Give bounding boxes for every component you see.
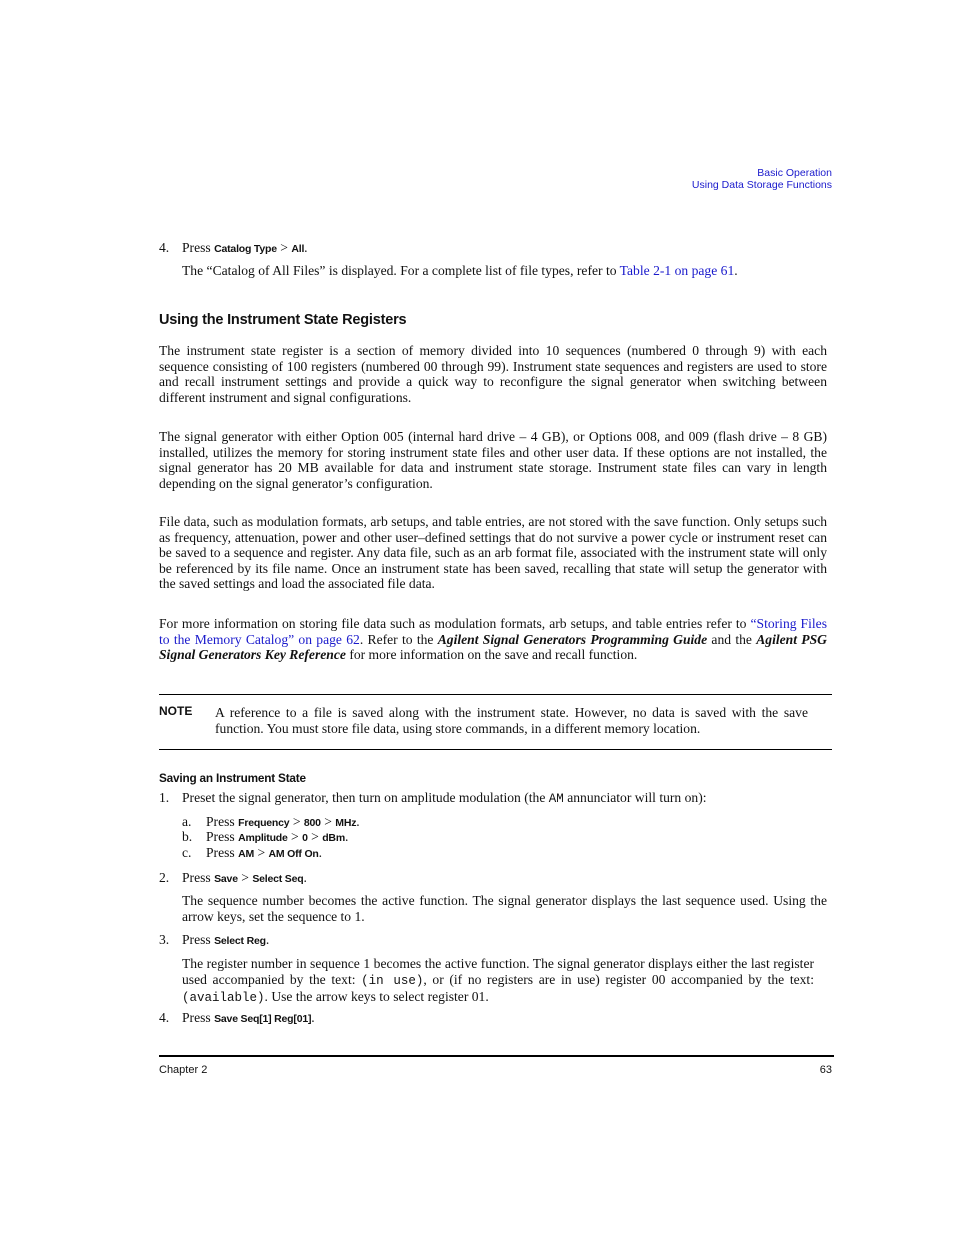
softkey-save: Save bbox=[214, 873, 238, 885]
step-number: 4. bbox=[159, 240, 170, 255]
softkey-frequency: Frequency bbox=[238, 817, 290, 829]
softkey-800: 800 bbox=[303, 817, 321, 829]
softkey-select-seq: Select Seq bbox=[252, 873, 304, 885]
softkey-mhz: MHz bbox=[335, 817, 357, 829]
am-annunciator: AM bbox=[548, 792, 564, 806]
softkey-all: All bbox=[291, 243, 305, 255]
softkey-0: 0 bbox=[302, 832, 308, 844]
page-number: 63 bbox=[819, 1064, 832, 1076]
step-instruction: Preset the signal generator, then turn on amplitude modulation (the AM annunciator will turn on): bbox=[182, 790, 707, 806]
step-description: The register number in sequence 1 becomes the active function. The signal generator displays either the last register used accompanied by the text: (in use), or (if no registers are in use) register 00 accompanied by the text: (available). Use the arrow keys to select register 01. bbox=[182, 956, 814, 1006]
softkey-select-reg: Select Reg bbox=[214, 935, 266, 947]
step-instruction: Press Save Seq[1] Reg[01]. bbox=[182, 1010, 315, 1025]
note-label: NOTE bbox=[159, 704, 193, 718]
softkey-am-off-on: AM Off On bbox=[268, 848, 319, 860]
softkey-amplitude: Amplitude bbox=[238, 832, 288, 844]
step-instruction: Press Save > Select Seq. bbox=[182, 870, 307, 885]
substep-letter: b. bbox=[182, 829, 193, 844]
softkey-dbm: dBm bbox=[322, 832, 345, 844]
substep-letter: c. bbox=[182, 845, 192, 860]
paragraph-file-data: File data, such as modulation formats, arb setups, and table entries, are not stored with the save function. Only setups such as frequency, attenuation, power and other user–defined settings that do not survive a power cycle or instrument reset can be saved to a sequence and register. Any data file, such as an arb format file, associated with the instrument state will only be referenced by its file name. Once an instrument state has been saved, recalling that state will setup the generator with the saved settings and load the associated file data. bbox=[159, 514, 827, 592]
in-use-text: (in use) bbox=[361, 973, 424, 988]
table-reference-link[interactable]: Table 2-1 on page 61 bbox=[619, 263, 735, 278]
paragraph-registers-overview: The instrument state register is a section of memory divided into 10 sequences (numbered 0 through 9) with each sequence consisting of 100 registers (numbered 00 through 99). Instrument state sequences and registers are used to store and recall instrument settings and provide a quick way to reconfigure the signal generator when switching between different instrument and signal configurations. bbox=[159, 343, 827, 405]
substep-instruction: Press Amplitude > 0 > dBm. bbox=[206, 829, 349, 844]
subsection-heading: Saving an Instrument State bbox=[159, 771, 306, 785]
running-header bbox=[692, 167, 832, 191]
note-box bbox=[159, 694, 832, 750]
step-number: 1. bbox=[159, 790, 170, 805]
softkey-catalog-type: Catalog Type bbox=[214, 243, 277, 255]
header-chapter-title[interactable]: Basic Operation bbox=[757, 167, 832, 179]
step-description: The sequence number becomes the active function. The signal generator displays the last sequence used. Using the arrow keys, set the sequence to 1. bbox=[182, 893, 827, 924]
memory-catalog-link[interactable]: “Storing Files to the Memory Catalog” on page 62 bbox=[159, 616, 827, 647]
paragraph-storage-options: The signal generator with either Option 005 (internal hard drive – 4 GB), or Options 008, and 009 (flash drive – 8 GB) installed, utilizes the memory for storing instrument state files and other user data. If these options are not installed, the signal generator has 20 MB available for data and instrument state storage. Instrument state files can vary in length depending on the signal generator’s configuration. bbox=[159, 429, 827, 491]
section-heading: Using the Instrument State Registers bbox=[159, 312, 407, 328]
header-section-title[interactable]: Using Data Storage Functions bbox=[691, 179, 832, 191]
substep-instruction: Press AM > AM Off On. bbox=[206, 845, 323, 860]
step-number: 4. bbox=[159, 1010, 170, 1025]
note-text: A reference to a file is saved along with the instrument state. However, no data is saved with the save function. You must store file data, using store commands, in a different memory location. bbox=[215, 705, 808, 736]
available-text: (available) bbox=[182, 991, 265, 1006]
step-number: 2. bbox=[159, 870, 170, 885]
softkey-am: AM bbox=[238, 848, 255, 860]
programming-guide-title: Agilent Signal Generators Programming Guide bbox=[437, 631, 708, 647]
step-instruction: Press Catalog Type > All. bbox=[182, 240, 308, 255]
softkey-save-seq-reg: Save Seq[1] Reg[01] bbox=[214, 1013, 312, 1025]
step-description: The “Catalog of All Files” is displayed. For a complete list of file types, refer to Table 2-1 on page 61. bbox=[182, 263, 738, 278]
key-reference-title: Agilent PSG Signal Generators Key Reference bbox=[159, 631, 827, 663]
footer-chapter: Chapter 2 bbox=[159, 1064, 208, 1076]
substep-instruction: Press Frequency > 800 > MHz. bbox=[206, 814, 360, 829]
step-instruction: Press Select Reg. bbox=[182, 932, 270, 947]
footer-rule bbox=[159, 1055, 834, 1057]
step-number: 3. bbox=[159, 932, 170, 947]
paragraph-more-info: For more information on storing file data such as modulation formats, arb setups, and table entries refer to “Storing Files to the Memory Catalog” on page 62. Refer to the Agilent Signal Generators Programming Guide and the Agilent PSG Signal Generators Key Reference for more information on the save and recall function. bbox=[159, 616, 827, 663]
substep-letter: a. bbox=[182, 814, 192, 829]
